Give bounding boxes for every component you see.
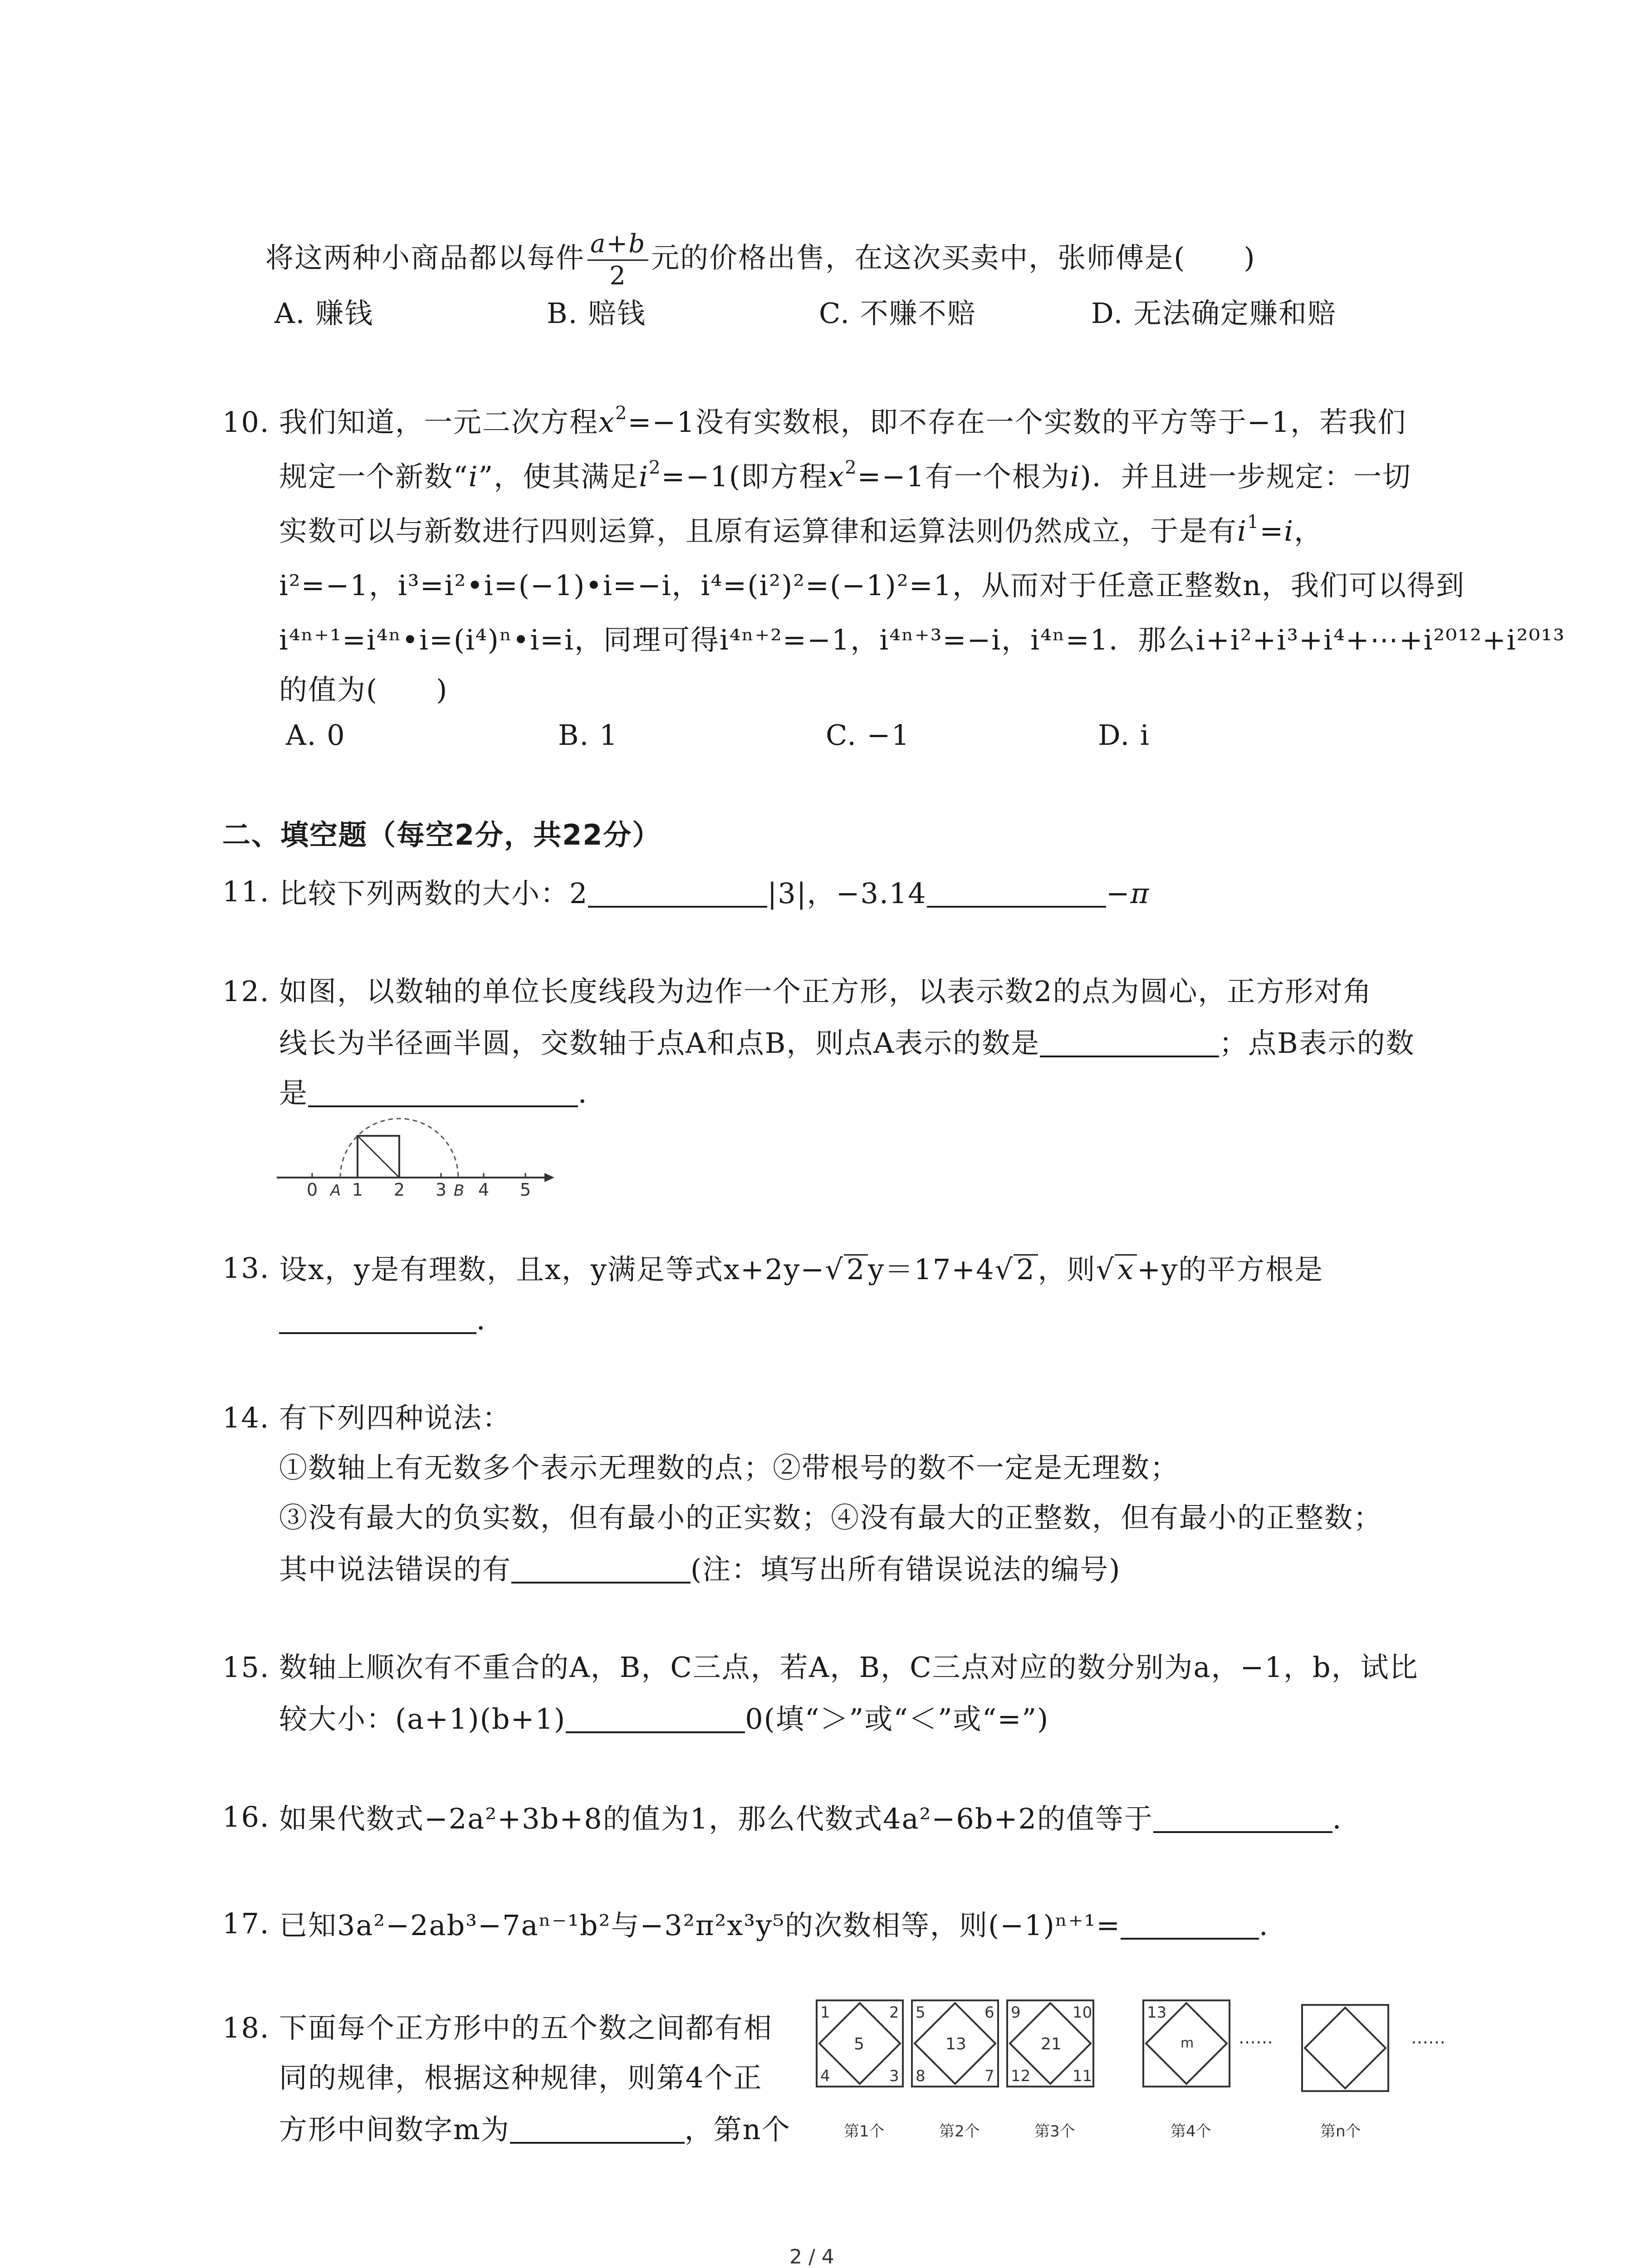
q12-line1: 如图，以数轴的单位长度线段为边作一个正方形，以表示数2的点为圆心，正方形对角 [279, 975, 1372, 1008]
q10-option-a: A. 0 [286, 719, 346, 752]
q11-line [279, 878, 1150, 908]
q18-line1: 下面每个正方形中的五个数之间都有相 [279, 2011, 773, 2044]
q10-l3d: = [1259, 514, 1284, 547]
square-3-bl: 12 [1011, 2067, 1031, 2085]
square-n [1302, 2005, 1388, 2141]
q12-l2b: ；点B表示的数 [1219, 1026, 1415, 1060]
q9-frac-num: a+b [588, 231, 648, 261]
q10-option-c: C. −1 [826, 719, 911, 752]
q18-squares-figure [812, 1996, 1465, 2159]
q10-l2a: 规定一个新数“ [279, 460, 469, 493]
q9-option-d: D. 无法确定赚和赔 [1091, 297, 1337, 330]
axis-label-3: 3 [436, 1180, 447, 1198]
square-1-label: 第1个 [844, 2122, 885, 2141]
q10-l1b: x [598, 406, 615, 439]
square-n-diamond [1305, 2008, 1386, 2088]
q11-part-b: |3|，−3.14 [767, 877, 927, 910]
q10-l3b: i [1237, 514, 1247, 547]
q10-option-d: D. i [1098, 719, 1150, 752]
q13-l2: ． [476, 1303, 506, 1336]
q17-a: 已知3a²−2ab³−7aⁿ⁻¹b²与−3²π²x³y⁵的次数相等，则(−1)ⁿ⁺¹= [279, 1909, 1121, 1942]
q18-dots-2: …… [1411, 2028, 1445, 2048]
q10-l2g: x [828, 460, 845, 493]
q12-line2 [279, 1026, 1415, 1060]
q11-part-a: 比较下列两数的大小：2 [279, 877, 588, 910]
q9-option-b: B. 赔钱 [547, 297, 646, 330]
q9-frac-den: 2 [609, 261, 627, 291]
square-2-tr: 6 [985, 2004, 994, 2022]
q10-l2h: 2 [845, 457, 857, 478]
q10-line5: i⁴ⁿ⁺¹=i⁴ⁿ•i=(i⁴)ⁿ•i=i，同理可得i⁴ⁿ⁺²=−1，i⁴ⁿ⁺³=−i，i⁴ⁿ=1．那么i+i²+i³+i⁴+⋯+i²⁰¹²+i²⁰¹³ [279, 623, 1566, 656]
square-1-tr: 2 [889, 2004, 899, 2022]
q15-blank[interactable] [566, 1703, 745, 1733]
q10-l3f: ， [1294, 514, 1323, 547]
q15-number: 15. [222, 1651, 270, 1684]
q10-line3 [279, 512, 1323, 547]
q10-option-b: B. 1 [558, 719, 618, 752]
q10-l2b: i [468, 460, 479, 493]
q11-number: 11. [222, 875, 270, 908]
square-2-bl: 8 [916, 2067, 926, 2085]
q18-number: 18. [222, 2011, 270, 2044]
q13-l1a: 设x，y是有理数，且x，y满足等式x+2y− [279, 1253, 825, 1286]
q10-l3c: 1 [1247, 512, 1260, 533]
q10-l1d: =−1没有实数根，即不存在一个实数的平方等于−1，若我们 [627, 406, 1407, 439]
q14-l4a: 其中说法错误的有 [279, 1553, 512, 1586]
q10-l2e: 2 [649, 457, 661, 478]
q12-l3a: 是 [279, 1076, 309, 1110]
q9-text-before: 将这两种小商品都以每件 [265, 241, 585, 274]
axis-label-5: 5 [520, 1180, 531, 1198]
q13-line2 [279, 1304, 505, 1334]
axis-label-a: A [330, 1182, 341, 1198]
q13-blank[interactable] [279, 1304, 476, 1334]
square-3-label: 第3个 [1034, 2122, 1075, 2141]
square-n-label: 第n个 [1320, 2122, 1361, 2141]
q13-sqrt-3: √x [1096, 1254, 1137, 1284]
q10-line6: 的值为( ) [279, 673, 448, 706]
q14-l4b: (注：填写出所有错误说法的编号) [691, 1553, 1121, 1586]
q11-blank-1[interactable] [588, 878, 767, 908]
square-1-br: 3 [889, 2067, 899, 2085]
square-4-center: m [1181, 2035, 1194, 2051]
q13-radicand-2: 2 [1014, 1254, 1038, 1284]
axis-label-2: 2 [394, 1180, 405, 1198]
q10-number: 10. [222, 406, 270, 439]
square-3-center: 21 [1041, 2035, 1062, 2053]
q12-blank-a[interactable] [1040, 1027, 1219, 1057]
q10-l2i: =−1有一个根为 [857, 460, 1070, 493]
square-3-tl: 9 [1011, 2004, 1021, 2022]
square-4 [1143, 2000, 1230, 2141]
q17-b: ． [1259, 1909, 1288, 1942]
q10-line2 [279, 457, 1411, 493]
q10-l3: 实数可以与新数进行四则运算，且原有运算律和运算法则仍然成立，于是有 [279, 514, 1238, 547]
q16-b: ． [1332, 1802, 1362, 1835]
q18-blank[interactable] [510, 2114, 685, 2144]
q10-l3e: i [1284, 514, 1294, 547]
q18-l3b: ，第n个 [684, 2113, 791, 2146]
square-2 [912, 2000, 998, 2141]
axis-label-4: 4 [478, 1180, 490, 1198]
q15-line2 [279, 1703, 1049, 1733]
q13-l1c: y＝17+4 [868, 1253, 995, 1286]
q12-number: 12. [222, 975, 270, 1008]
square-2-br: 7 [985, 2067, 994, 2085]
square-1-center: 5 [854, 2035, 864, 2053]
q15-line1: 数轴上顺次有不重合的A，B，C三点，若A，B，C三点对应的数分别为a，−1，b，试比 [279, 1651, 1419, 1684]
q15-l2b: 0(填“＞”或“＜”或“=”) [745, 1702, 1049, 1735]
q10-l1a: 我们知道，一元二次方程 [279, 406, 599, 439]
square-1 [817, 2000, 903, 2141]
square-2-center: 13 [945, 2035, 966, 2053]
square-3-br: 11 [1073, 2067, 1092, 2085]
q18-l3a: 方形中间数字m为 [279, 2113, 510, 2146]
q10-l2c: ”，使其满足 [478, 460, 639, 493]
q16-number: 16. [222, 1800, 270, 1833]
square-3-tr: 10 [1073, 2004, 1092, 2022]
q12-blank-b[interactable] [308, 1077, 578, 1107]
q13-sqrt-2: √2 [995, 1254, 1038, 1284]
q10-l2f: =−1(即方程 [661, 460, 828, 493]
page-number: 2 / 4 [789, 2245, 834, 2268]
q17-number: 17. [222, 1907, 270, 1940]
square-2-tl: 5 [916, 2004, 926, 2022]
square-1-bl: 4 [820, 2067, 830, 2085]
axis-label-b: B [454, 1182, 465, 1198]
q14-line4 [279, 1554, 1121, 1584]
square-diagonal [358, 1136, 399, 1178]
q16-a: 如果代数式−2a²+3b+8的值为1，那么代数式4a²−6b+2的值等于 [279, 1802, 1153, 1835]
square-1-tl: 1 [820, 2004, 830, 2022]
q9-option-a: A. 赚钱 [274, 297, 374, 330]
q11-blank-2[interactable] [927, 878, 1106, 908]
q9-line [265, 231, 1256, 289]
q10-l2d: i [639, 460, 649, 493]
q9-text-after: 元的价格出售，在这次买卖中，张师傅是( ) [651, 241, 1256, 274]
q10-line4: i²=−1，i³=i²•i=(−1)•i=−i，i⁴=(i²)²=(−1)²=1，从而对于任意正整数n，我们可以得到 [279, 569, 1465, 602]
q13-radicand-3: x [1115, 1254, 1137, 1284]
q9-fraction [588, 231, 648, 289]
q12-line3 [279, 1076, 607, 1110]
q9-option-c: C. 不赚不赔 [819, 297, 976, 330]
q13-sqrt-1: √2 [825, 1254, 868, 1284]
q17-blank[interactable] [1121, 1910, 1259, 1940]
q10-l2k: )．并且进一步规定：一切 [1080, 460, 1411, 493]
q10-l2j: i [1070, 460, 1080, 493]
q13-l1e: ，则 [1038, 1253, 1096, 1286]
square-2-label: 第2个 [939, 2122, 980, 2141]
axis-label-0: 0 [307, 1180, 318, 1198]
q13-radicand-1: 2 [844, 1254, 868, 1284]
q14-line3: ③没有最大的负实数，但有最小的正实数；④没有最大的正整数，但有最小的正整数； [279, 1501, 1383, 1534]
q14-blank[interactable] [511, 1554, 691, 1584]
axis-label-1: 1 [352, 1180, 363, 1198]
q13-number: 13. [222, 1251, 270, 1285]
square-3 [1007, 2000, 1093, 2141]
square-4-tl: 13 [1147, 2004, 1167, 2022]
q14-number: 14. [222, 1401, 270, 1434]
q14-line1: 有下列四种说法： [279, 1401, 512, 1434]
q13-l1g: +y的平方根是 [1137, 1253, 1324, 1286]
q12-number-line-figure [272, 1116, 567, 1198]
q11-part-c: −π [1106, 877, 1150, 910]
q12-l2a: 线长为半径画半圆，交数轴于点A和点B，则点A表示的数是 [279, 1026, 1040, 1060]
q15-l2a: 较大小：(a+1)(b+1) [279, 1702, 566, 1735]
square-n-outer [1302, 2005, 1388, 2091]
q16-line [279, 1803, 1362, 1833]
q18-line2: 同的规律，根据这种规律，则第4个正 [279, 2061, 763, 2094]
q12-l3b: ． [578, 1076, 607, 1110]
q10-l1c: 2 [615, 403, 628, 424]
q14-line2: ①数轴上有无数多个表示无理数的点；②带根号的数不一定是无理数； [279, 1451, 1180, 1484]
q13-line1 [279, 1254, 1323, 1284]
q10-line1 [279, 403, 1407, 439]
q18-dots-1: …… [1239, 2028, 1273, 2048]
q17-line [279, 1910, 1288, 1940]
q18-line3 [279, 2114, 791, 2144]
axis-arrow [544, 1173, 554, 1182]
square-4-label: 第4个 [1171, 2122, 1211, 2141]
q16-blank[interactable] [1153, 1803, 1332, 1833]
section-heading: 二、填空题（每空2分，共22分） [222, 818, 661, 851]
